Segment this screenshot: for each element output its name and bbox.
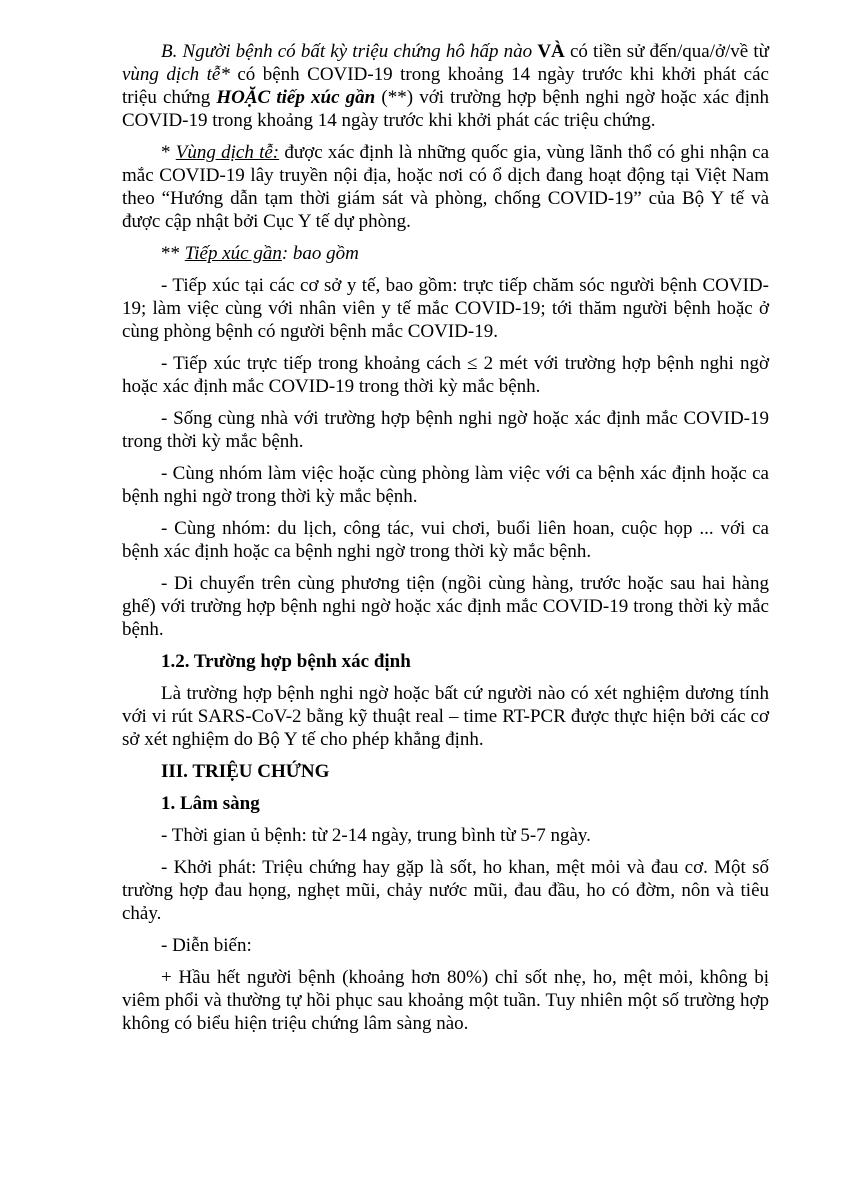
contact-bullet: - Cùng nhóm: du lịch, công tác, vui chơi, buổi liên hoan, cuộc họp ... với ca bệnh xác định hoặc ca bệnh nghi ngờ trong thời kỳ mắc bệnh. xyxy=(122,518,769,562)
symptom-item: + Hầu hết người bệnh (khoảng hơn 80%) chỉ sốt nhẹ, ho, mệt mỏi, không bị viêm phổi và thường tự hồi phục sau khoảng một tuần. Tuy nhiên một số trường hợp không có biểu hiện triệu chứng lâm sàng nào. xyxy=(122,967,769,1034)
tiep-xuc-gan-term: Tiếp xúc gần xyxy=(184,243,282,264)
symptom-item: - Thời gian ủ bệnh: từ 2-14 ngày, trung bình từ 5-7 ngày. xyxy=(161,825,591,846)
b-intro-text-5: có bệnh COVID-19 trong khoảng 14 ngày trước khi khởi phát các triệu chứng xyxy=(122,64,769,108)
vung-dich-te-term: Vùng dịch tễ: xyxy=(175,142,280,163)
symptom-item: - Khởi phát: Triệu chứng hay gặp là sốt, ho khan, mệt mỏi và đau cơ. Một số trường hợp đau họng, nghẹt mũi, chảy nước mũi, đau đầu, ho có đờm, nôn và tiêu chảy. xyxy=(122,857,769,924)
symptom-item: - Diễn biến: xyxy=(161,935,252,956)
contact-bullet: - Di chuyển trên cùng phương tiện (ngồi cùng hàng, trước hoặc sau hai hàng ghế) với trường hợp bệnh nghi ngờ hoặc xác định mắc COVID-19 trong thời kỳ mắc bệnh. xyxy=(122,573,769,640)
contact-bullet: - Tiếp xúc trực tiếp trong khoảng cách ≤ 2 mét với trường hợp bệnh nghi ngờ hoặc xác định mắc COVID-19 trong thời kỳ mắc bệnh. xyxy=(122,353,769,397)
contact-bullet: - Sống cùng nhà với trường hợp bệnh nghi ngờ hoặc xác định mắc COVID-19 trong thời kỳ mắc bệnh. xyxy=(122,408,769,452)
paragraph-vung-dich-te xyxy=(122,141,769,233)
b-intro-hoac: HOẶC tiếp xúc gần xyxy=(216,87,376,108)
heading-confirmed-case: 1.2. Trường hợp bệnh xác định xyxy=(161,651,411,672)
heading-clinical: 1. Lâm sàng xyxy=(161,793,260,814)
b-intro-vung-dich-te: vùng dịch tễ* xyxy=(122,64,230,85)
b-intro-text-1: B. Người bệnh có bất kỳ triệu chứng hô hấp nào xyxy=(161,41,538,62)
paragraph-tiep-xuc-gan xyxy=(122,242,769,265)
vung-dich-te-text: được xác định là những quốc gia, vùng lãnh thổ có ghi nhận ca mắc COVID-19 lây truyền nội địa, hoặc nơi có ổ dịch đang hoạt động tại Việt Nam theo “Hướng dẫn tạm thời giám sát và phòng, chống COVID-19” của Bộ Y tế và được cập nhật bởi Cục Y tế dự phòng. xyxy=(122,142,770,232)
tiep-xuc-gan-text: : bao gồm xyxy=(281,243,359,264)
b-intro-and: VÀ xyxy=(537,41,565,62)
tiep-xuc-gan-prefix: ** xyxy=(161,243,185,264)
paragraph-b-intro xyxy=(122,40,769,132)
paragraph-confirmed-case: Là trường hợp bệnh nghi ngờ hoặc bất cứ người nào có xét nghiệm dương tính với vi rút SARS-CoV-2 bằng kỹ thuật real – time RT-PCR được thực hiện bởi các cơ sở xét nghiệm do Bộ Y tế cho phép khẳng định. xyxy=(122,683,769,750)
heading-symptoms: III. TRIỆU CHỨNG xyxy=(161,761,330,782)
document-page xyxy=(122,40,769,1044)
vung-dich-te-prefix: * xyxy=(161,142,176,163)
b-intro-text-3: có tiền sử đến/qua/ở/về từ xyxy=(564,41,769,62)
contact-bullet: - Cùng nhóm làm việc hoặc cùng phòng làm việc với ca bệnh xác định hoặc ca bệnh nghi ngờ trong thời kỳ mắc bệnh. xyxy=(122,463,769,507)
contact-bullet: - Tiếp xúc tại các cơ sở y tế, bao gồm: trực tiếp chăm sóc người bệnh COVID-19; làm việc cùng với nhân viên y tế mắc COVID-19; tới thăm người bệnh hoặc ở cùng phòng bệnh có người bệnh mắc COVID-19. xyxy=(122,275,769,342)
b-intro-text-7: (**) với trường hợp bệnh nghi ngờ hoặc xác định COVID-19 trong khoảng 14 ngày trước khi khởi phát các triệu chứng. xyxy=(122,87,770,131)
